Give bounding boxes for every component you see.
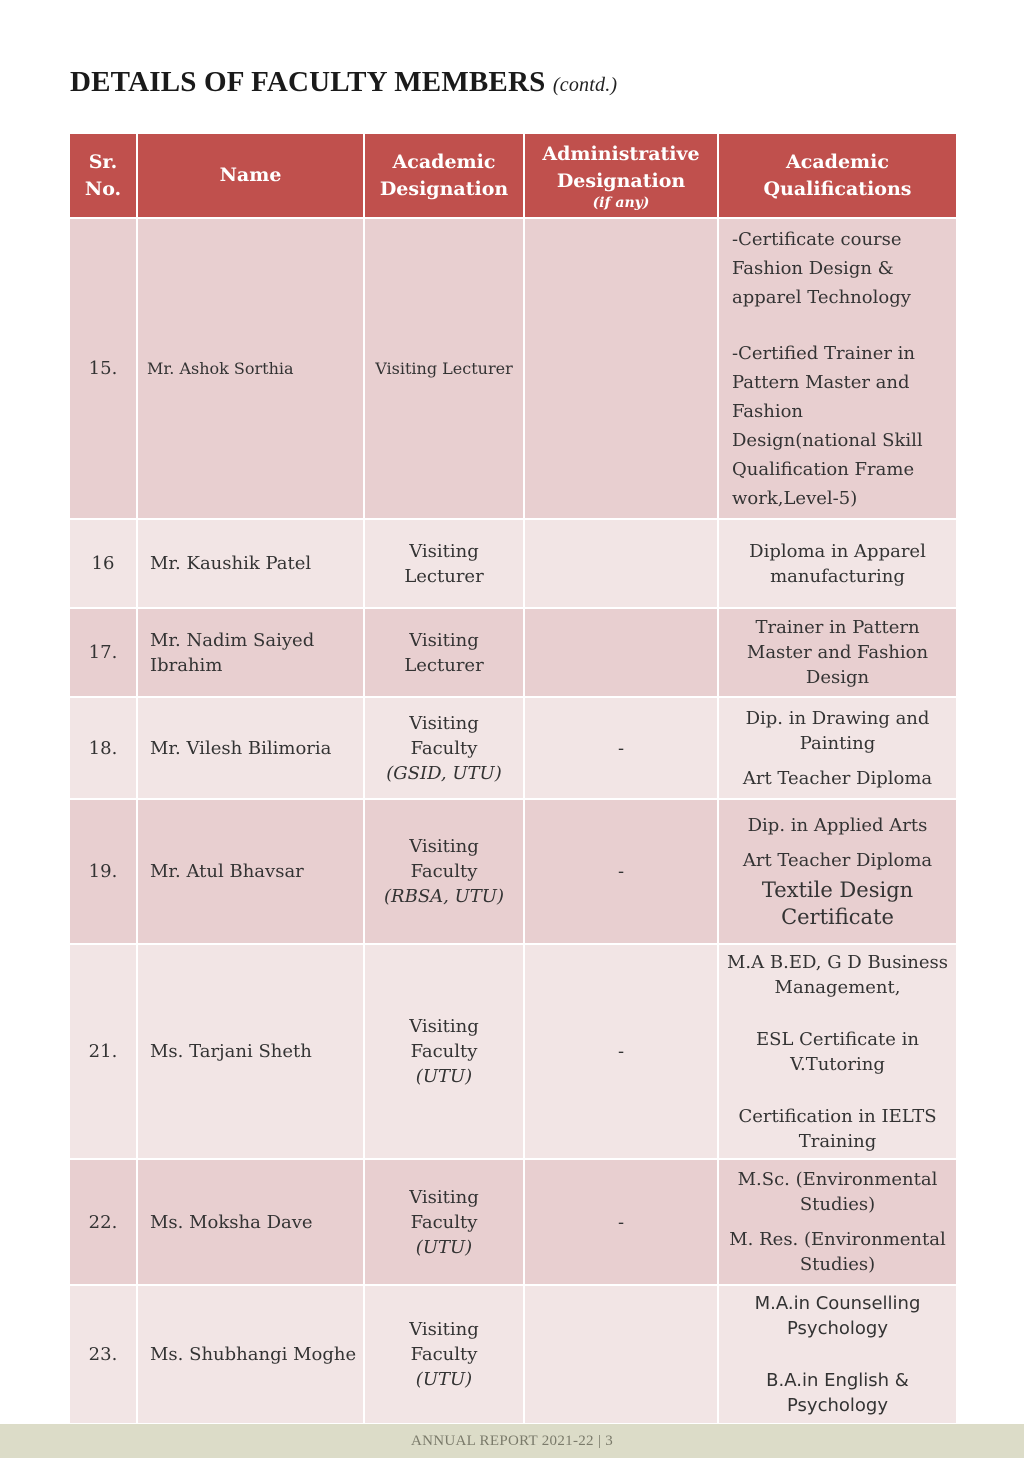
header-admin-sub: (if any)	[592, 194, 650, 211]
designation-line: Faculty	[410, 1211, 478, 1233]
qualifications-cell	[718, 218, 957, 519]
qualification-item: Art Teacher Diploma	[742, 849, 933, 871]
designation-cell: Visiting Lecturer	[364, 218, 524, 519]
table-header-row	[69, 133, 957, 218]
sr-no-cell: 21.	[69, 944, 137, 1159]
admin-designation-cell: -	[524, 799, 718, 944]
sr-no-cell: 15.	[69, 218, 137, 519]
name-cell: Mr. Vilesh Bilimoria	[137, 697, 364, 799]
header-name: Name	[137, 133, 364, 218]
sr-no-cell: 17.	[69, 608, 137, 697]
designation-affiliation: (UTU)	[415, 1066, 473, 1087]
qualification-item: B.A.in English & Psychology	[766, 1370, 909, 1416]
qualification-item: Art Teacher Diploma	[742, 767, 933, 789]
table-row	[69, 608, 957, 697]
qualifications-cell	[718, 519, 957, 608]
sr-no-cell: 23.	[69, 1285, 137, 1424]
designation-cell	[364, 1285, 524, 1424]
admin-designation-cell	[524, 1285, 718, 1424]
qualification-item: Dip. in Applied Arts	[747, 814, 928, 836]
table-row	[69, 519, 957, 608]
designation-line: Lecturer	[404, 654, 484, 676]
designation-line: Visiting	[409, 629, 479, 651]
table-row	[69, 218, 957, 519]
designation-cell	[364, 1159, 524, 1285]
name-cell: Mr. Kaushik Patel	[137, 519, 364, 608]
header-administrative-designation	[524, 133, 718, 218]
qualification-item: Certification in IELTS Training	[738, 1105, 937, 1152]
header-sr-line1: Sr.	[88, 150, 118, 173]
qualifications-cell	[718, 799, 957, 944]
designation-line: Faculty	[410, 1041, 478, 1062]
table-row	[69, 1159, 957, 1285]
designation-cell	[364, 519, 524, 608]
qualifications-cell	[718, 608, 957, 697]
admin-designation-cell	[524, 519, 718, 608]
qualification-item: M.A.in Counselling Psychology	[754, 1293, 921, 1339]
designation-line: Visiting	[409, 1016, 479, 1037]
admin-designation-cell: -	[524, 1159, 718, 1285]
designation-cell	[364, 944, 524, 1159]
footer-page-label: ANNUAL REPORT 2021-22 | 3	[410, 1433, 614, 1449]
table-row	[69, 944, 957, 1159]
designation-cell	[364, 799, 524, 944]
name-cell: Mr. Nadim Saiyed Ibrahim	[137, 608, 364, 697]
table-row	[69, 799, 957, 944]
designation-line: Visiting	[409, 1186, 479, 1208]
header-sr-no	[69, 133, 137, 218]
designation-cell	[364, 608, 524, 697]
qualification-item: Trainer in Pattern Master and Fashion Design	[746, 617, 929, 688]
header-admin-line2: Designation	[556, 169, 686, 192]
sr-no-cell: 19.	[69, 799, 137, 944]
header-sr-line2: No.	[84, 177, 122, 200]
qualification-item: M.Sc. (Environmental Studies)	[737, 1169, 938, 1215]
designation-line: Visiting	[409, 540, 479, 562]
table-row	[69, 697, 957, 799]
designation-affiliation: (UTU)	[415, 1369, 473, 1390]
admin-designation-cell: -	[524, 697, 718, 799]
qualification-item: Dip. in Drawing and Painting	[745, 707, 930, 754]
name-cell: Ms. Moksha Dave	[137, 1159, 364, 1285]
designation-line: Visiting	[409, 712, 479, 734]
qualification-item: -Certificate course Fashion Design & apparel Technology	[732, 228, 911, 308]
designation-line: Visiting	[409, 1319, 479, 1340]
header-qual-line2: Qualifications	[763, 177, 912, 200]
sr-no-cell: 22.	[69, 1159, 137, 1285]
admin-designation-cell	[524, 218, 718, 519]
header-academic-line2: Designation	[379, 177, 509, 200]
designation-line: Faculty	[410, 1344, 478, 1365]
name-cell: Mr. Ashok Sorthia	[137, 218, 364, 519]
designation-affiliation: (RBSA, UTU)	[384, 886, 504, 907]
header-academic-designation	[364, 133, 524, 218]
name-cell: Ms. Tarjani Sheth	[137, 944, 364, 1159]
name-cell: Mr. Atul Bhavsar	[137, 799, 364, 944]
qualifications-cell	[718, 1159, 957, 1285]
designation-line: Lecturer	[404, 565, 484, 587]
sr-no-cell: 16	[69, 519, 137, 608]
qualifications-cell	[718, 944, 957, 1159]
sr-no-cell: 18.	[69, 697, 137, 799]
qualification-item: M. Res. (Environmental Studies)	[729, 1229, 946, 1275]
page-title-main: DETAILS OF FACULTY MEMBERS	[70, 66, 546, 98]
qualification-item: M.A B.ED, G D Business Management,	[727, 951, 948, 998]
header-qual-line1: Academic	[786, 150, 889, 173]
faculty-table	[68, 132, 958, 1425]
designation-line: Visiting	[409, 836, 479, 857]
header-admin-line1: Administrative	[542, 142, 700, 165]
page-title-contd: (contd.)	[552, 74, 618, 96]
header-academic-qualifications	[718, 133, 957, 218]
designation-line: Faculty	[410, 861, 478, 882]
designation-affiliation: (GSID, UTU)	[386, 762, 502, 784]
name-cell: Ms. Shubhangi Moghe	[137, 1285, 364, 1424]
qualification-item: -Certified Trainer in Pattern Master and Fashion Design(national Skill Qualification Frame work,Level-5)	[732, 342, 923, 509]
table-row	[69, 1285, 957, 1424]
qualification-item: Textile Design Certificate	[761, 877, 914, 929]
qualification-item: Diploma in Apparel manufacturing	[749, 540, 926, 587]
qualifications-cell	[718, 1285, 957, 1424]
designation-line: Faculty	[410, 737, 478, 759]
page-title	[70, 66, 617, 99]
admin-designation-cell: -	[524, 944, 718, 1159]
qualification-item: ESL Certificate in V.Tutoring	[756, 1028, 919, 1075]
admin-designation-cell	[524, 608, 718, 697]
header-academic-line1: Academic	[392, 150, 496, 173]
designation-affiliation: (UTU)	[415, 1236, 473, 1258]
qualifications-cell	[718, 697, 957, 799]
designation-cell	[364, 697, 524, 799]
